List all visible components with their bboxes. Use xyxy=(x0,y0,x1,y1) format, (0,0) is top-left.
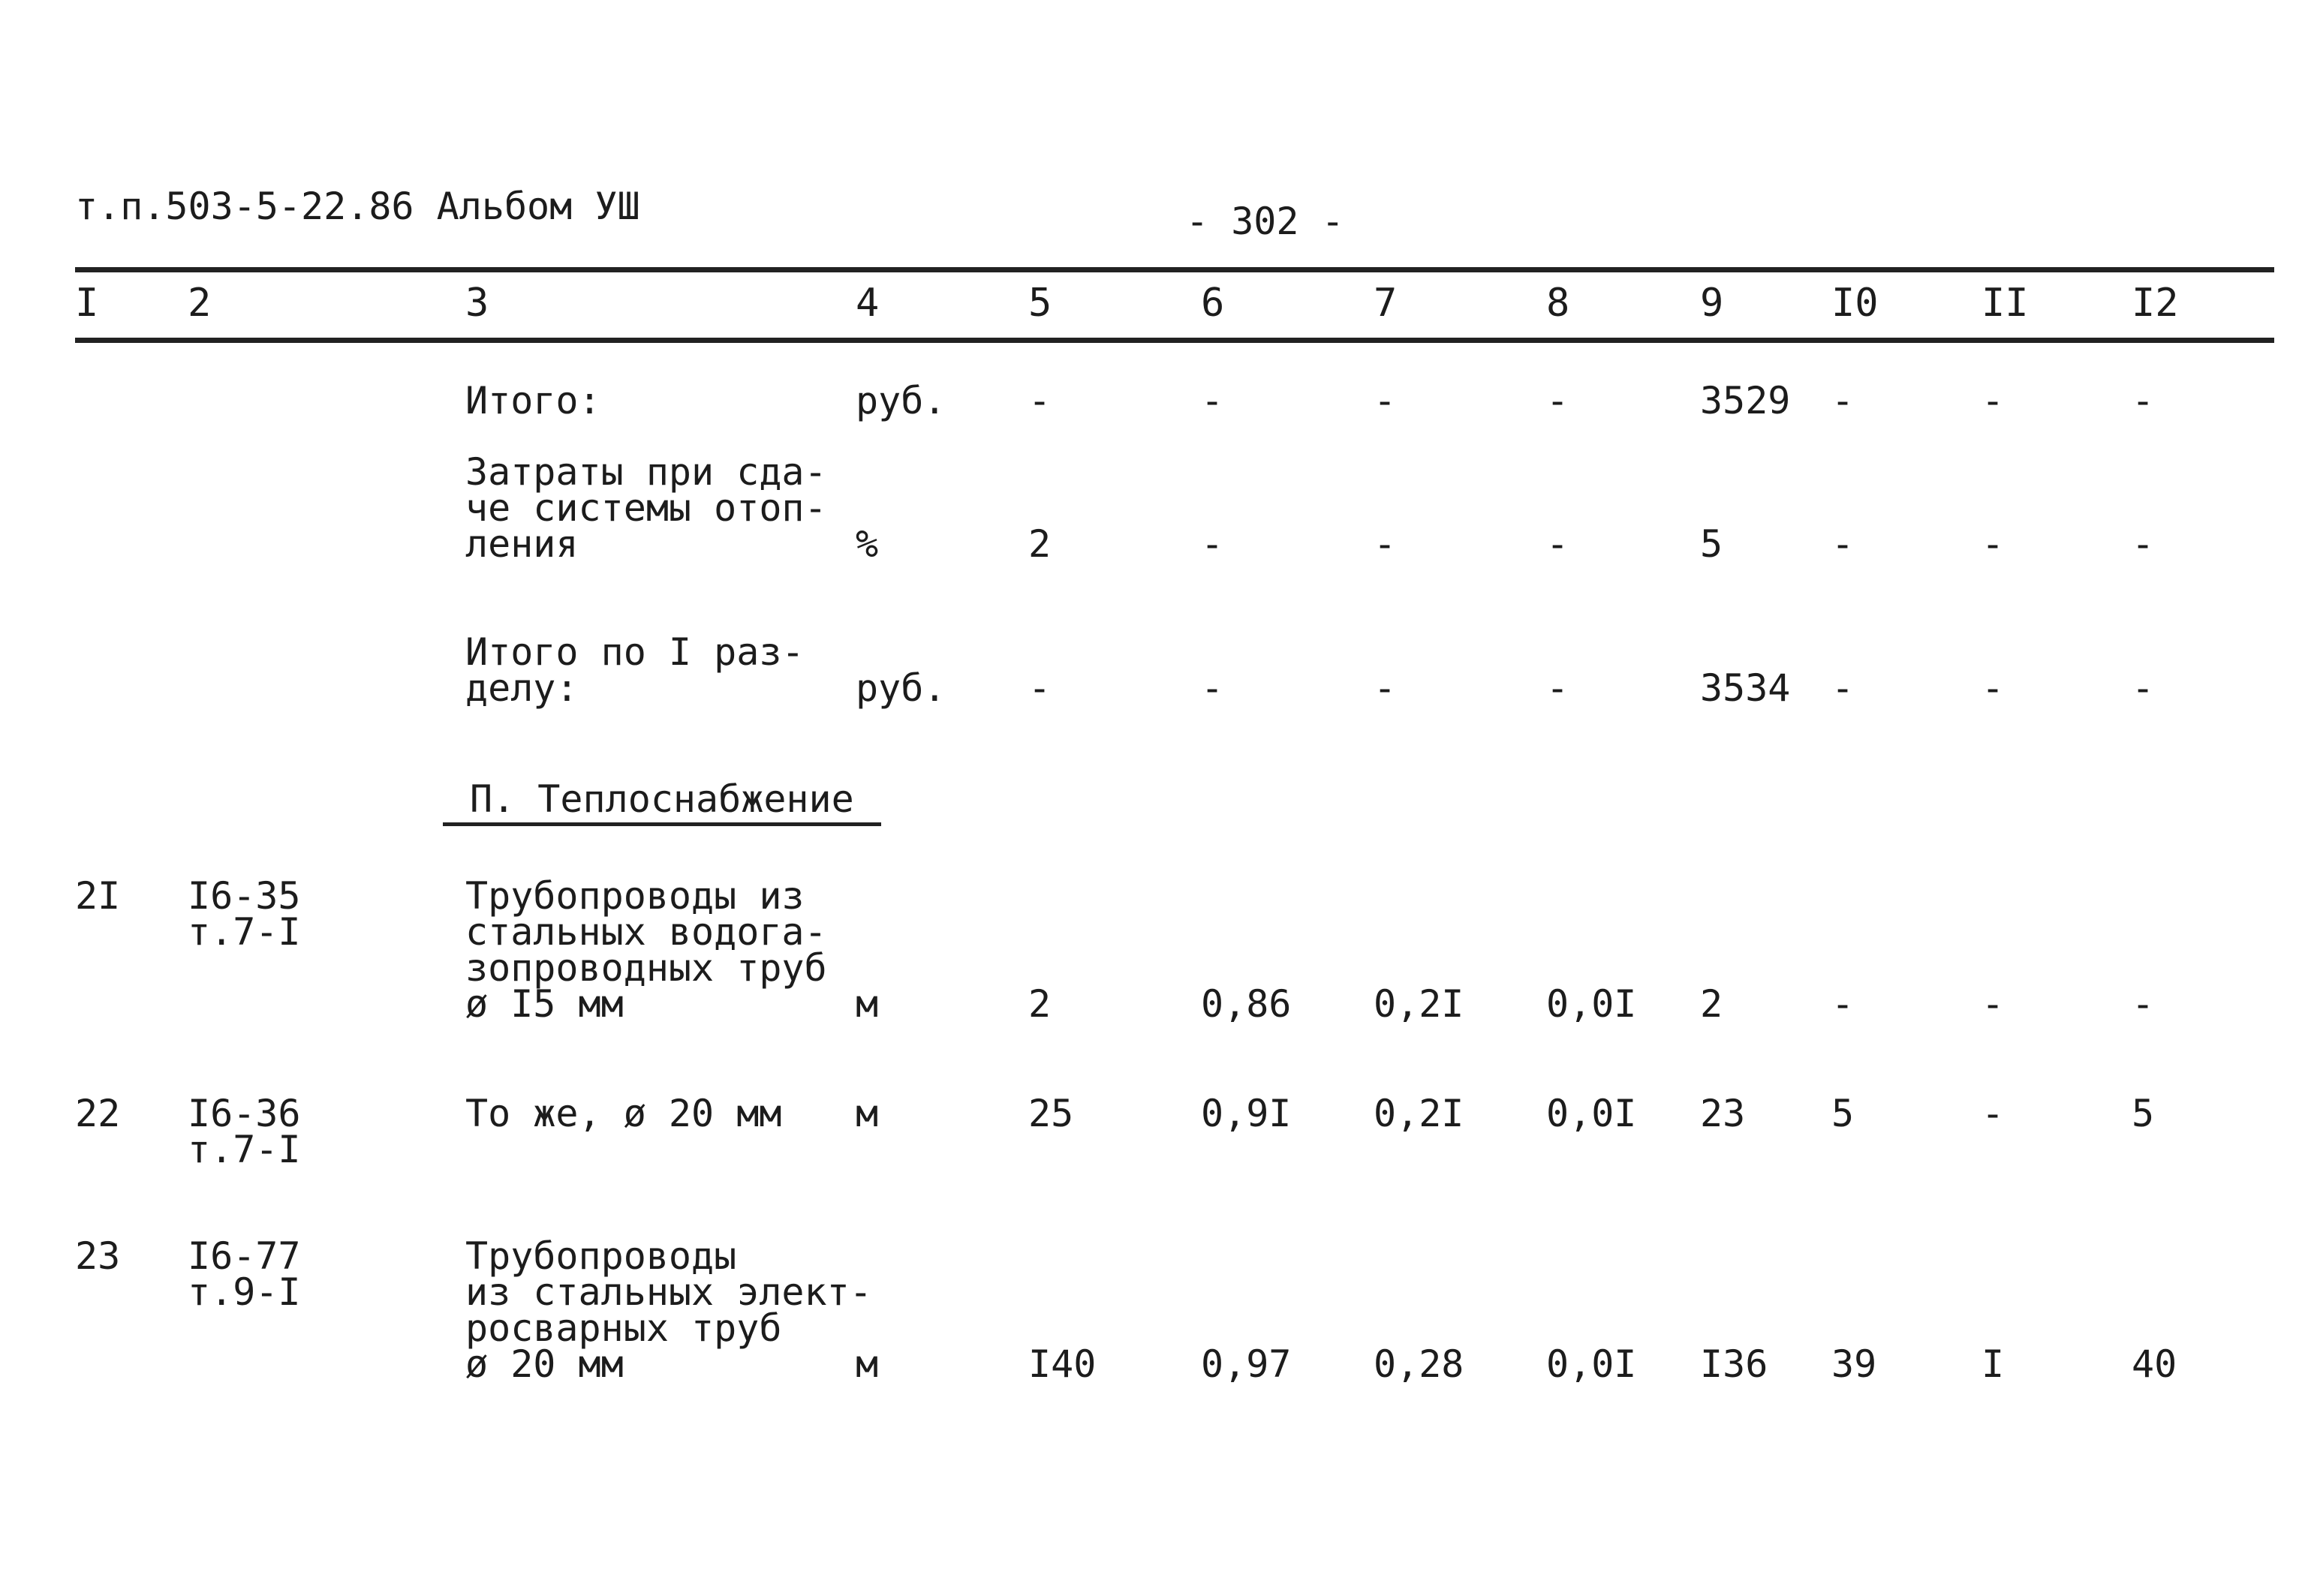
table-cell-r6-c4: м xyxy=(856,1342,879,1386)
cell-line: из стальных элект- xyxy=(465,1270,872,1314)
page-number: - 302 - xyxy=(1186,200,1344,243)
table-cell-r3-c3 xyxy=(465,630,805,710)
cell-line: Трубопроводы из xyxy=(465,874,805,918)
table-cell-r6-c6: 0,97 xyxy=(1201,1342,1292,1386)
table-cell-r5-c3: То же, ø 20 мм xyxy=(465,1092,782,1135)
cell-line: ø I5 мм xyxy=(465,982,624,1026)
table-cell-r1-c9: 3529 xyxy=(1700,379,1791,422)
cell-line: зопроводных труб xyxy=(465,946,827,990)
table-top-rule xyxy=(75,267,2274,272)
table-cell-r6-c5: I40 xyxy=(1028,1342,1097,1386)
table-cell-r4-c3 xyxy=(465,874,827,1026)
table-cell-r1-c4: руб. xyxy=(856,379,946,422)
table-cell-r4-c11: - xyxy=(1982,982,2005,1026)
cell-line: стальных водога- xyxy=(465,910,827,954)
table-cell-r2-c12: - xyxy=(2132,522,2155,566)
cell-line: Трубопроводы xyxy=(465,1234,737,1278)
table-cell-r4-c8: 0,0I xyxy=(1546,982,1637,1026)
table-cell-r5-c5: 25 xyxy=(1028,1092,1074,1135)
column-number-3: 3 xyxy=(465,281,489,326)
table-cell-r4-c6: 0,86 xyxy=(1201,982,1292,1026)
column-number-9: 9 xyxy=(1700,281,1724,326)
table-cell-r3-c6: - xyxy=(1201,666,1224,710)
table-cell-r2-c10: - xyxy=(1831,522,1855,566)
table-cell-r4-c9: 2 xyxy=(1700,982,1723,1026)
table-cell-r1-c3: Итого: xyxy=(465,379,601,422)
table-cell-r5-c7: 0,2I xyxy=(1374,1092,1464,1135)
table-cell-r2-c5: 2 xyxy=(1028,522,1052,566)
table-cell-r2-c11: - xyxy=(1982,522,2005,566)
table-cell-r2-c8: - xyxy=(1546,522,1569,566)
table-cell-r5-c10: 5 xyxy=(1831,1092,1855,1135)
table-cell-r4-c4: м xyxy=(856,982,879,1026)
table-cell-r1-c7: - xyxy=(1374,379,1397,422)
table-cell-r5-c1: 22 xyxy=(75,1092,121,1135)
table-cell-r3-c8: - xyxy=(1546,666,1569,710)
table-cell-r4-c12: - xyxy=(2132,982,2155,1026)
cell-line: I6-35 xyxy=(188,874,301,918)
document-reference: т.п.503-5-22.86 Альбом УШ xyxy=(75,185,640,228)
column-number-4: 4 xyxy=(856,281,880,326)
cell-line: Итого по I раз- xyxy=(465,630,805,674)
cell-line: ления xyxy=(465,522,579,566)
table-cell-r3-c10: - xyxy=(1831,666,1855,710)
table-cell-r2-c4: % xyxy=(856,522,879,566)
cell-line: Затраты при сда- xyxy=(465,450,827,494)
table-cell-r6-c9: I36 xyxy=(1700,1342,1768,1386)
column-number-8: 8 xyxy=(1546,281,1570,326)
table-cell-r5-c2 xyxy=(188,1092,301,1171)
section-heading: П. Теплоснабжение xyxy=(443,780,881,826)
column-number-11: II xyxy=(1982,281,2029,326)
table-cell-r4-c5: 2 xyxy=(1028,982,1052,1026)
table-cell-r2-c3 xyxy=(465,450,827,566)
column-number-7: 7 xyxy=(1374,281,1398,326)
column-number-10: I0 xyxy=(1831,281,1879,326)
table-cell-r5-c8: 0,0I xyxy=(1546,1092,1637,1135)
table-cell-r5-c4: м xyxy=(856,1092,879,1135)
table-cell-r6-c3 xyxy=(465,1234,872,1386)
column-number-12: I2 xyxy=(2132,281,2179,326)
table-cell-r3-c9: 3534 xyxy=(1700,666,1791,710)
table-cell-r4-c10: - xyxy=(1831,982,1855,1026)
table-cell-r6-c12: 40 xyxy=(2132,1342,2177,1386)
table-cell-r6-c11: I xyxy=(1982,1342,2005,1386)
table-cell-r6-c7: 0,28 xyxy=(1374,1342,1464,1386)
cell-line: росварных труб xyxy=(465,1306,782,1350)
column-number-6: 6 xyxy=(1201,281,1225,326)
table-cell-r5-c11: - xyxy=(1982,1092,2005,1135)
table-cell-r1-c10: - xyxy=(1831,379,1855,422)
table-cell-r3-c7: - xyxy=(1374,666,1397,710)
table-header-rule xyxy=(75,338,2274,343)
table-cell-r3-c11: - xyxy=(1982,666,2005,710)
table-cell-r6-c10: 39 xyxy=(1831,1342,1877,1386)
table-cell-r6-c8: 0,0I xyxy=(1546,1342,1637,1386)
column-number-5: 5 xyxy=(1028,281,1052,326)
table-cell-r1-c6: - xyxy=(1201,379,1224,422)
table-cell-r4-c7: 0,2I xyxy=(1374,982,1464,1026)
cell-line: т.7-I xyxy=(188,910,301,954)
cell-line: т.7-I xyxy=(188,1128,301,1171)
table-cell-r4-c1: 2I xyxy=(75,874,121,918)
table-cell-r3-c4: руб. xyxy=(856,666,946,710)
table-cell-r5-c9: 23 xyxy=(1700,1092,1746,1135)
cell-line: I6-77 xyxy=(188,1234,301,1278)
column-number-1: I xyxy=(75,281,99,326)
cell-line: I6-36 xyxy=(188,1092,301,1135)
table-cell-r1-c5: - xyxy=(1028,379,1052,422)
cell-line: ø 20 мм xyxy=(465,1342,624,1386)
table-cell-r3-c12: - xyxy=(2132,666,2155,710)
table-cell-r3-c5: - xyxy=(1028,666,1052,710)
table-cell-r1-c11: - xyxy=(1982,379,2005,422)
table-cell-r5-c6: 0,9I xyxy=(1201,1092,1292,1135)
cell-line: делу: xyxy=(465,666,579,710)
table-cell-r2-c7: - xyxy=(1374,522,1397,566)
table-cell-r5-c12: 5 xyxy=(2132,1092,2155,1135)
table-cell-r2-c6: - xyxy=(1201,522,1224,566)
table-cell-r1-c8: - xyxy=(1546,379,1569,422)
cell-line: че системы отоп- xyxy=(465,486,827,530)
column-number-2: 2 xyxy=(188,281,212,326)
table-cell-r1-c12: - xyxy=(2132,379,2155,422)
table-cell-r6-c2 xyxy=(188,1234,301,1314)
table-cell-r6-c1: 23 xyxy=(75,1234,121,1278)
table-cell-r4-c2 xyxy=(188,874,301,954)
cell-line: т.9-I xyxy=(188,1270,301,1314)
table-cell-r2-c9: 5 xyxy=(1700,522,1723,566)
